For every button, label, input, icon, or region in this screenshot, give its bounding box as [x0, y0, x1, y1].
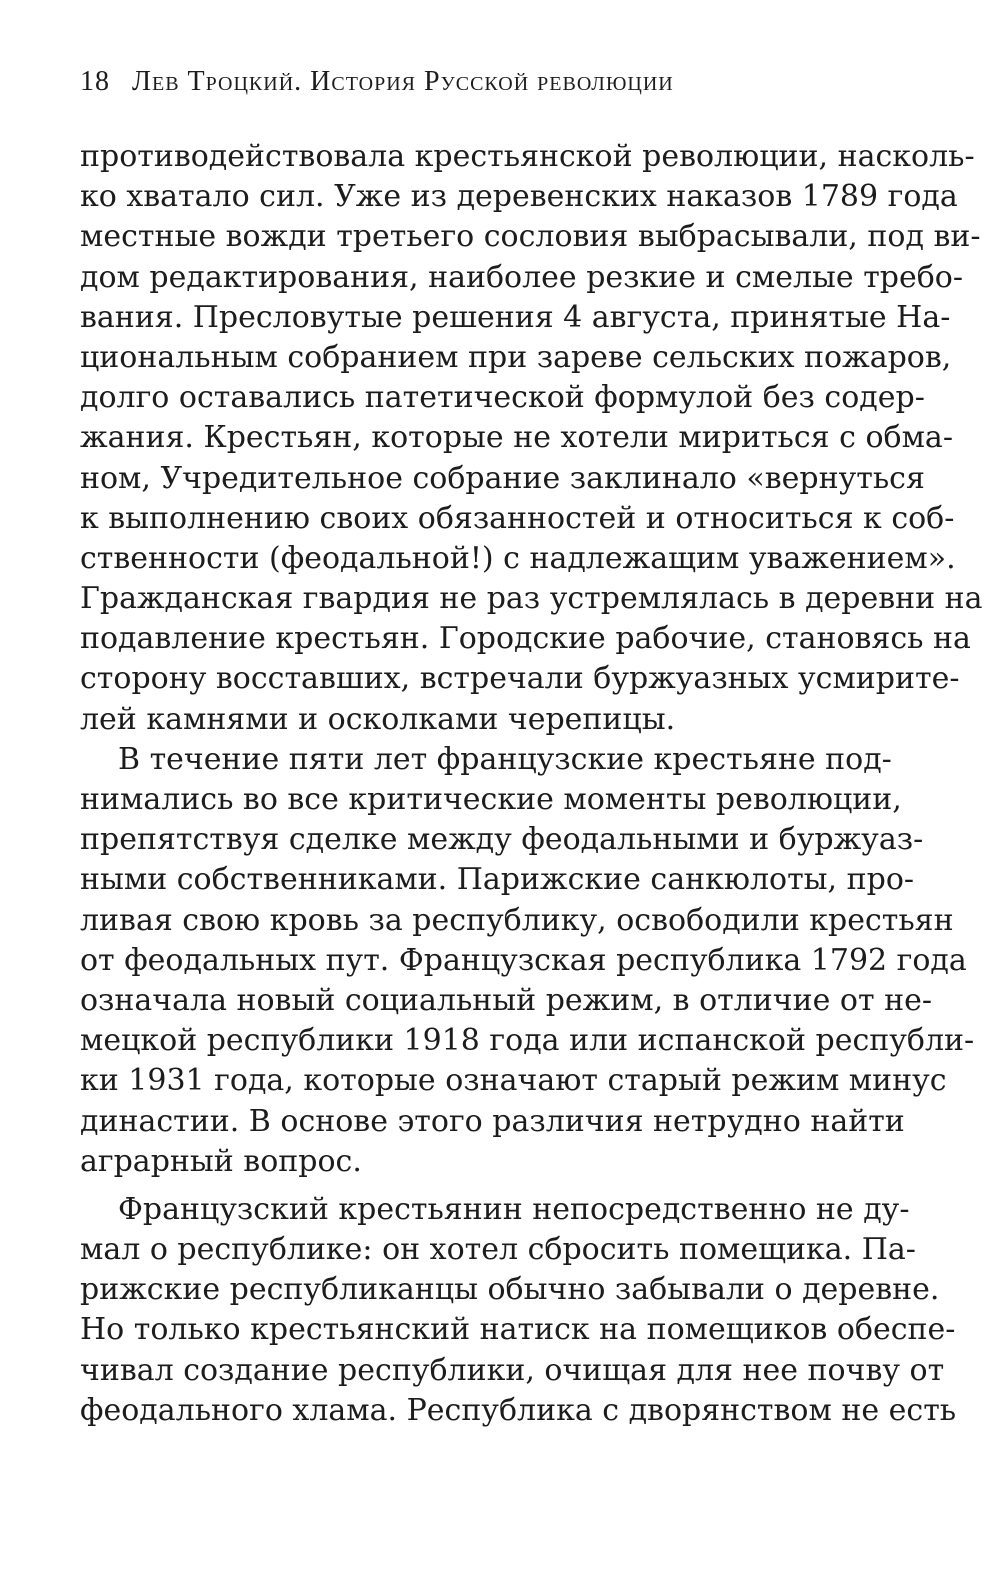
- text-line: к выполнению своих обязанностей и относиться к соб-: [80, 500, 955, 536]
- text-line: рижские республиканцы обычно забывали о деревне.: [80, 1272, 940, 1308]
- text-line: ливая свою кровь за республику, освободили крестьян: [80, 902, 954, 938]
- text-line: Но только крестьянский натиск на помещиков обеспе-: [80, 1312, 956, 1348]
- text-line: циональным собранием при зареве сельских пожаров,: [80, 339, 952, 375]
- text-line: Французский крестьянин непосредственно не ду-: [118, 1191, 910, 1227]
- text-line: жания. Крестьян, которые не хотели мириться с обма-: [80, 420, 953, 456]
- paragraph-gap: [80, 1182, 860, 1190]
- text-line: местные вожди третьего сословия выбрасывали, под ви-: [80, 219, 981, 255]
- text-line: ственности (феодальной!) с надлежащим уважением».: [80, 540, 956, 576]
- text-line: феодального хлама. Республика с дворянством не есть: [80, 1392, 957, 1428]
- text-line: вания. Пресловутые решения 4 августа, принятые На-: [80, 299, 951, 335]
- text-line: ко хватало сил. Уже из деревенских наказов 1789 года: [80, 179, 958, 215]
- text-line: долго оставались патетической формулой без содер-: [80, 380, 925, 416]
- text-line: ном, Учредительное собрание заклинало «вернуться: [80, 460, 925, 496]
- text-line: чивал создание республики, очищая для нее почву от: [80, 1352, 945, 1388]
- text-line: ки 1931 года, которые означают старый режим минус: [80, 1063, 947, 1099]
- text-line: лей камнями и осколками черепицы.: [80, 701, 676, 737]
- text-line: династии. В основе этого различия нетрудно найти: [80, 1103, 905, 1139]
- text-line: Гражданская гвардия не раз устремлялась в деревни на: [80, 581, 983, 617]
- text-line: препятствуя сделке между феодальными и буржуаз-: [80, 822, 924, 858]
- text-line: означала новый социальный режим, в отличие от не-: [80, 982, 932, 1018]
- text-line: В течение пяти лет французские крестьяне под-: [118, 741, 892, 777]
- text-line: нимались во все критические моменты революции,: [80, 782, 902, 817]
- text-line: аграрный вопрос.: [80, 1143, 362, 1179]
- text-line: противодействовала крестьянской революции, насколь-: [80, 139, 975, 174]
- paragraph: [80, 1190, 957, 1431]
- paragraph: [80, 740, 975, 1182]
- paragraph: [80, 137, 983, 740]
- body-text: [80, 137, 983, 1431]
- running-title: Лев Троцкий. История Русской революции: [132, 66, 674, 97]
- text-line: дом редактирования, наиболее резкие и смелые требо-: [80, 259, 964, 295]
- text-line: сторону восставших, встречали буржуазных усмирите-: [80, 661, 960, 697]
- text-line: подавление крестьян. Городские рабочие, становясь на: [80, 621, 971, 657]
- text-line: мецкой республики 1918 года или испанской республи-: [80, 1023, 975, 1059]
- page-number: 18: [80, 66, 110, 97]
- text-line: ными собственниками. Парижские санкюлоты, про-: [80, 862, 915, 898]
- text-line: мал о республике: он хотел сбросить помещика. Па-: [80, 1232, 916, 1268]
- running-header: [80, 62, 940, 102]
- text-line: от феодальных пут. Французская республика 1792 года: [80, 942, 967, 978]
